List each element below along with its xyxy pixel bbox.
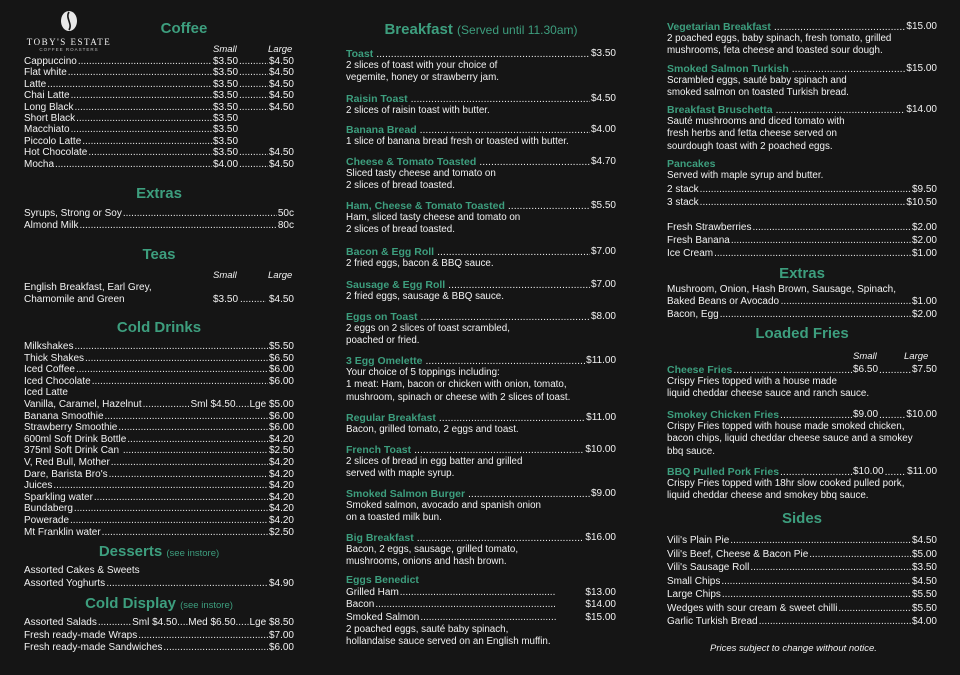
menu-item: [346, 246, 616, 270]
item-name: Iced Chocolate: [24, 375, 91, 387]
menu-row: [667, 296, 937, 307]
item-name: Fresh Strawberries: [667, 222, 752, 233]
item-name: Almond Milk: [24, 220, 79, 231]
item-title: [346, 200, 616, 212]
item-description: Bacon, 2 eggs, sausage, grilled tomato, mushrooms, onions and hash brown.: [346, 544, 519, 568]
menu-row: [24, 480, 294, 491]
item-title: [667, 158, 937, 170]
menu-row: [24, 56, 294, 67]
menu-row: [24, 341, 294, 352]
item-description: Ham, sliced tasty cheese and tomato on 2 slices of bread toasted.: [346, 212, 521, 236]
item-price: $6.00: [268, 375, 294, 387]
item-name: Cheese & Tomato Toasted: [346, 156, 477, 168]
item-price: $4.90: [268, 577, 294, 589]
tea-large-price: $4.50: [268, 294, 294, 305]
item-small-price: $3.50: [213, 78, 239, 90]
item-price: $4.20: [268, 491, 294, 503]
item-price: $2.00: [911, 222, 937, 233]
item-price: $4.00: [911, 616, 937, 627]
item-name: Macchiato: [24, 124, 70, 136]
item-price: $4.70: [590, 156, 616, 167]
item-price: $5.50: [911, 589, 937, 600]
menu-item: [346, 93, 616, 117]
item-small-price: $3.50: [213, 147, 239, 159]
menu-row: [24, 469, 294, 480]
item-price: $2.50: [268, 526, 294, 538]
menu-item: [346, 279, 616, 303]
item-price: $3.50: [911, 562, 937, 573]
menu-row: [24, 353, 294, 364]
item-title: [667, 104, 937, 116]
item-name: Vanilla, Caramel, Hazelnut: [24, 399, 142, 410]
item-title: [667, 63, 937, 75]
item-description: Crispy Fries topped with house made smoked chicken, bacon chips, liquid cheddar cheese sauce and a smokey bbq sauce.: [667, 421, 913, 457]
item-name: Juices: [24, 480, 53, 492]
loaded-fries-heading: Loaded Fries: [755, 325, 849, 342]
menu-row: [24, 90, 294, 101]
item-price: $4.50: [590, 93, 616, 104]
item-name: Large Chips: [667, 589, 721, 600]
menu-row: [667, 284, 937, 295]
item-name: Bundaberg: [24, 503, 73, 515]
item-name: Ice Cream: [667, 248, 714, 259]
item-name: Big Breakfast: [346, 532, 414, 544]
item-description: Crispy Fries topped with 18hr slow cooked pulled pork, liquid cheddar cheese and smokey bbq sauce.: [667, 478, 905, 502]
item-price: $11.00: [586, 355, 616, 366]
menu-row: [24, 399, 294, 410]
item-name: 3 Egg Omelette: [346, 355, 423, 367]
menu-row: [667, 248, 937, 259]
item-name: 2 stack: [667, 184, 699, 195]
coffee-large-header: Large: [268, 44, 293, 55]
extras-heading: Extras: [136, 185, 182, 202]
fries-small-header: Small: [853, 351, 877, 362]
item-name: Grilled Ham: [346, 587, 399, 598]
item-price: $2.00: [911, 309, 937, 320]
item-price: $7.00: [590, 279, 616, 290]
menu-row: [24, 457, 294, 468]
extras-heading-2: Extras: [779, 265, 825, 282]
item-description: Smoked salmon, avocado and spanish onion on a toasted milk bun.: [346, 500, 541, 524]
menu-row: [667, 184, 937, 195]
item-name: Long Black: [24, 101, 74, 113]
item-name: Eggs Benedict: [346, 574, 419, 586]
item-name: Toast: [346, 48, 374, 60]
item-name: Short Black: [24, 113, 76, 124]
item-price: $2.50: [268, 445, 294, 457]
item-price: $7.50: [911, 364, 937, 375]
desserts-heading: Desserts (see instore): [98, 543, 220, 560]
item-name: Bacon: [346, 599, 375, 611]
item-name: 375ml Soft Drink Can: [24, 445, 120, 457]
menu-item: [346, 48, 616, 85]
item-name: V, Red Bull, Mother: [24, 457, 110, 468]
item-name: Eggs on Toast: [346, 311, 418, 323]
item-name: Mushroom, Onion, Hash Brown, Sausage, Spinach,: [667, 284, 897, 295]
item-description: Sliced tasty cheese and tomato on 2 slices of bread toasted.: [346, 168, 496, 192]
item-price: Lge $8.50: [249, 617, 294, 628]
item-name: Strawberry Smoothie: [24, 422, 118, 434]
item-price: $2.00: [911, 235, 937, 246]
item-title: [346, 279, 616, 291]
menu-row: [24, 102, 294, 113]
item-price: 80c: [277, 220, 294, 231]
item-title: [346, 246, 616, 258]
benedict-description: [346, 624, 616, 649]
brand-tagline: COFFEE ROASTERS: [39, 47, 99, 52]
menu-row: [24, 492, 294, 503]
menu-row: [24, 147, 294, 158]
menu-item: [346, 311, 616, 348]
item-title: [346, 444, 616, 456]
menu-row: [24, 67, 294, 78]
item-small-price: $6.50: [853, 364, 879, 375]
item-price: $9.00: [590, 488, 616, 499]
menu-row: [24, 434, 294, 445]
item-title: [346, 355, 616, 367]
item-price: 50c: [277, 208, 294, 219]
item-name: Sausage & Egg Roll: [346, 279, 446, 291]
item-price: $6.00: [268, 422, 294, 434]
item-small-price: $3.50: [213, 135, 239, 147]
item-description: 2 eggs on 2 slices of toast scrambled, poached or fried.: [346, 323, 510, 347]
menu-row: [24, 387, 294, 398]
item-small-price: $10.00: [853, 466, 884, 477]
price-notice: Prices subject to change without notice.: [710, 643, 877, 654]
item-name: Mocha: [24, 158, 55, 170]
item-large-price: $4.50: [268, 101, 294, 113]
menu-item: [346, 574, 616, 586]
item-price: $8.00: [590, 311, 616, 322]
item-name: Smoked Salmon Turkish: [667, 63, 789, 75]
menu-row: [346, 612, 616, 623]
item-title: [346, 412, 616, 424]
item-name: Bacon, Egg: [667, 309, 719, 320]
item-price: $11.00: [586, 412, 616, 423]
menu-row: [24, 515, 294, 526]
item-description: Scrambled eggs, sauté baby spinach and smoked salmon on toasted Turkish bread.: [667, 75, 849, 99]
item-small-price: $3.50: [213, 101, 239, 113]
item-name: BBQ Pulled Pork Fries: [667, 466, 780, 478]
menu-item: [667, 63, 937, 100]
item-name: Chai Latte: [24, 90, 70, 102]
menu-row: [667, 197, 937, 208]
item-name: Iced Coffee: [24, 364, 75, 376]
item-small-price: $3.50: [213, 90, 239, 102]
item-price: $6.50: [268, 352, 294, 364]
item-name: Flat white: [24, 67, 67, 79]
menu-row: [24, 376, 294, 387]
item-name: Baked Beans or Avocado: [667, 296, 780, 307]
item-name: Vegetarian Breakfast: [667, 21, 771, 33]
item-title: [667, 466, 937, 478]
item-description: Sauté mushrooms and diced tomato with fresh herbs and fetta cheese served on sourdough toast with 2 poached eggs.: [667, 116, 845, 152]
item-large-price: $4.50: [268, 158, 294, 170]
menu-row: [24, 124, 294, 135]
item-mid-price: Sml $4.50: [190, 399, 236, 410]
item-description: 2 fried eggs, sausage & BBQ sauce.: [346, 291, 504, 302]
breakfast-heading: Breakfast (Served until 11.30am): [384, 21, 578, 38]
item-description: 2 fried eggs, bacon & BBQ sauce.: [346, 258, 494, 269]
item-name: Vili's Plain Pie: [667, 535, 730, 546]
item-title: [346, 124, 616, 136]
item-description: Crispy Fries topped with a house made liquid cheddar cheese sauce and ranch sauce.: [667, 376, 870, 400]
menu-row: [24, 630, 294, 641]
item-name: Fresh Banana: [667, 235, 730, 246]
item-name: Syrups, Strong or Soy: [24, 208, 122, 219]
item-price: $6.00: [268, 642, 294, 654]
item-name: Cappuccino: [24, 56, 77, 67]
item-price: $6.00: [268, 410, 294, 422]
item-price: $4.20: [268, 468, 294, 480]
menu-row: [24, 565, 294, 576]
item-large-price: $4.50: [268, 56, 294, 67]
item-small-price: $4.00: [213, 158, 239, 170]
item-name: Bacon & Egg Roll: [346, 246, 435, 258]
item-price: $14.00: [585, 599, 616, 611]
item-name: Pancakes: [667, 158, 716, 170]
coffee-heading: Coffee: [160, 20, 208, 37]
menu-row: [24, 159, 294, 170]
item-price: $4.50: [911, 575, 937, 587]
menu-row: [24, 503, 294, 514]
menu-item: [346, 444, 616, 481]
item-name: Banana Smoothie: [24, 410, 104, 422]
item-price: $15.00: [585, 611, 616, 623]
item-large-price: $4.50: [268, 67, 294, 79]
item-name: Vili's Sausage Roll: [667, 562, 750, 573]
item-description: Bacon, grilled tomato, 2 eggs and toast.: [346, 424, 519, 435]
item-small-price: $9.00: [853, 409, 879, 420]
item-price: $4.20: [268, 433, 294, 445]
item-small-price: $3.50: [213, 56, 239, 67]
menu-item: [346, 488, 616, 525]
item-name: Assorted Yoghurts: [24, 577, 106, 589]
item-title: [667, 21, 937, 33]
menu-item: [346, 124, 616, 148]
item-small-price: $3.50: [213, 113, 239, 124]
item-price: $9.50: [911, 184, 937, 195]
item-name: Vili's Beef, Cheese & Bacon Pie: [667, 548, 809, 560]
menu-row: [667, 589, 937, 600]
menu-item: [667, 466, 937, 503]
item-price: $5.50: [911, 602, 937, 614]
cold-drinks-heading: Cold Drinks: [116, 319, 202, 336]
item-price: $4.20: [268, 457, 294, 468]
menu-row: [24, 136, 294, 147]
item-name: Mt Franklin water: [24, 526, 101, 538]
teas-heading: Teas: [142, 246, 176, 263]
item-name: Powerade: [24, 515, 70, 526]
item-name: Cheese Fries: [667, 364, 733, 376]
item-title: [346, 574, 616, 586]
item-description: Served with maple syrup and butter.: [667, 170, 824, 181]
item-description: 2 poached eggs, baby spinach, fresh tomato, grilled mushrooms, feta cheese and toasted sour dough.: [667, 33, 892, 57]
item-name: Garlic Turkish Bread: [667, 616, 758, 627]
item-name: Assorted Salads: [24, 617, 97, 628]
coffee-small-header: Small: [213, 44, 237, 55]
fries-large-header: Large: [904, 351, 929, 362]
item-price: $5.50: [268, 341, 294, 352]
menu-item: [346, 200, 616, 237]
teas-small-header: Small: [213, 270, 237, 281]
menu-row: [667, 535, 937, 546]
menu-row: [667, 549, 937, 560]
item-name: Milkshakes: [24, 341, 74, 352]
item-price: $15.00: [906, 63, 937, 74]
item-mid-price: Sml $4.50....Med $6.50: [132, 617, 236, 628]
item-description: 2 poached eggs, sauté baby spinach, hollandaise sauce served on an English muffin.: [346, 624, 551, 648]
item-name: Fresh ready-made Sandwiches: [24, 642, 163, 654]
item-name: Dare, Barista Bro's: [24, 468, 108, 480]
item-description: 2 slices of raisin toast with butter.: [346, 105, 490, 116]
item-price: $5.50: [590, 200, 616, 211]
menu-row: [667, 576, 937, 587]
item-price: $15.00: [906, 21, 937, 32]
menu-row: [667, 309, 937, 320]
item-name: Thick Shakes: [24, 352, 85, 364]
item-name: Smokey Chicken Fries: [667, 409, 780, 421]
item-large-price: $4.50: [268, 90, 294, 102]
menu-item: [667, 364, 937, 401]
item-title: [346, 488, 616, 500]
item-small-price: $3.50: [213, 67, 239, 79]
menu-row: [24, 364, 294, 375]
menu-row: [667, 603, 937, 614]
item-name: Regular Breakfast: [346, 412, 436, 424]
item-name: Banana Bread: [346, 124, 417, 136]
sides-heading: Sides: [781, 510, 823, 527]
item-description: 2 slices of bread in egg batter and grilled served with maple syrup.: [346, 456, 523, 480]
menu-row: [667, 222, 937, 233]
menu-row: [24, 642, 294, 653]
tea-small-price: $3.50: [213, 294, 239, 305]
teas-large-header: Large: [268, 270, 293, 281]
item-name: Smoked Salmon Burger: [346, 488, 466, 500]
item-title: [346, 311, 616, 323]
item-price: $4.00: [590, 124, 616, 135]
item-price: $11.00: [907, 466, 937, 477]
item-price: $14.00: [906, 104, 937, 115]
item-price: $7.00: [268, 629, 294, 641]
menu-row: [667, 235, 937, 246]
item-price: $10.50: [906, 197, 937, 208]
item-name: French Toast: [346, 444, 412, 456]
cold-display-heading: Cold Display (see instore): [85, 595, 233, 612]
menu-item: [346, 412, 616, 436]
item-name: Fresh ready-made Wraps: [24, 629, 138, 641]
item-price: $4.20: [268, 503, 294, 515]
menu-row: [24, 617, 294, 628]
menu-row: [24, 79, 294, 90]
menu-row: [24, 578, 294, 589]
item-title: [346, 156, 616, 168]
item-name: Assorted Cakes & Sweets: [24, 565, 140, 576]
menu-row: [346, 599, 616, 610]
item-price: $7.00: [590, 246, 616, 257]
menu-row: [346, 587, 616, 598]
item-price: $16.00: [585, 532, 616, 543]
item-name: Breakfast Bruschetta: [667, 104, 773, 116]
item-name: 3 stack: [667, 197, 699, 208]
menu-row: [667, 616, 937, 627]
item-large-price: $4.50: [268, 78, 294, 90]
item-price: $3.50: [590, 48, 616, 59]
item-price: $10.00: [906, 409, 937, 420]
menu-row: [24, 411, 294, 422]
item-name: Smoked Salmon: [346, 611, 420, 623]
item-price: $4.50: [911, 535, 937, 546]
item-name: Hot Chocolate: [24, 147, 88, 159]
menu-item: [667, 158, 937, 182]
item-description: Your choice of 5 toppings including: 1 meat: Ham, bacon or chicken with onion, tomato, mushroom, spinach or cheese with 2 slices of toast.: [346, 367, 571, 403]
item-price: $6.00: [268, 364, 294, 376]
item-description: 2 slices of toast with your choice of vegemite, honey or strawberry jam.: [346, 60, 499, 84]
item-price: $5.00: [911, 548, 937, 560]
item-title: [667, 409, 937, 421]
item-title: [346, 48, 616, 60]
brand-name: TOBY'S ESTATE: [26, 37, 112, 47]
item-large-price: $4.50: [268, 147, 294, 159]
item-name: Small Chips: [667, 575, 721, 587]
item-name: Ham, Cheese & Tomato Toasted: [346, 200, 505, 212]
menu-row: [24, 445, 294, 456]
item-name: Iced Latte: [24, 387, 68, 399]
item-name: Piccolo Latte: [24, 135, 82, 147]
menu-row: [24, 422, 294, 433]
item-price: Lge $5.00: [249, 399, 294, 410]
item-title: [346, 93, 616, 105]
tea-line-2: Chamomile and Green $3.50 ..... $4.50: [24, 294, 294, 305]
menu-item: [346, 156, 616, 193]
tea-line-1: English Breakfast, Earl Grey,: [24, 282, 152, 293]
item-price: $10.00: [585, 444, 616, 455]
menu-row: [24, 220, 294, 231]
menu-item: [346, 355, 616, 404]
item-price: $1.00: [911, 248, 937, 259]
menu-row: [24, 113, 294, 124]
menu-item: [667, 104, 937, 153]
item-price: $1.00: [911, 296, 937, 307]
item-name: Sparkling water: [24, 491, 93, 503]
menu-row: [667, 562, 937, 573]
menu-item: [346, 532, 616, 569]
item-name: Latte: [24, 78, 47, 90]
item-title: [346, 532, 616, 544]
item-name: Wedges with sour cream & sweet chilli: [667, 602, 838, 614]
item-description: 1 slice of banana bread fresh or toasted with butter.: [346, 136, 569, 147]
item-price: $4.20: [268, 480, 294, 492]
item-name: 600ml Soft Drink Bottle: [24, 433, 127, 445]
menu-item: [667, 21, 937, 58]
item-price: $13.00: [585, 587, 616, 598]
item-price: $4.20: [268, 515, 294, 526]
item-title: [667, 364, 937, 376]
menu-item: [667, 409, 937, 458]
item-name: Raisin Toast: [346, 93, 408, 105]
item-small-price: $3.50: [213, 124, 239, 136]
menu-row: [24, 208, 294, 219]
menu-row: [24, 527, 294, 538]
